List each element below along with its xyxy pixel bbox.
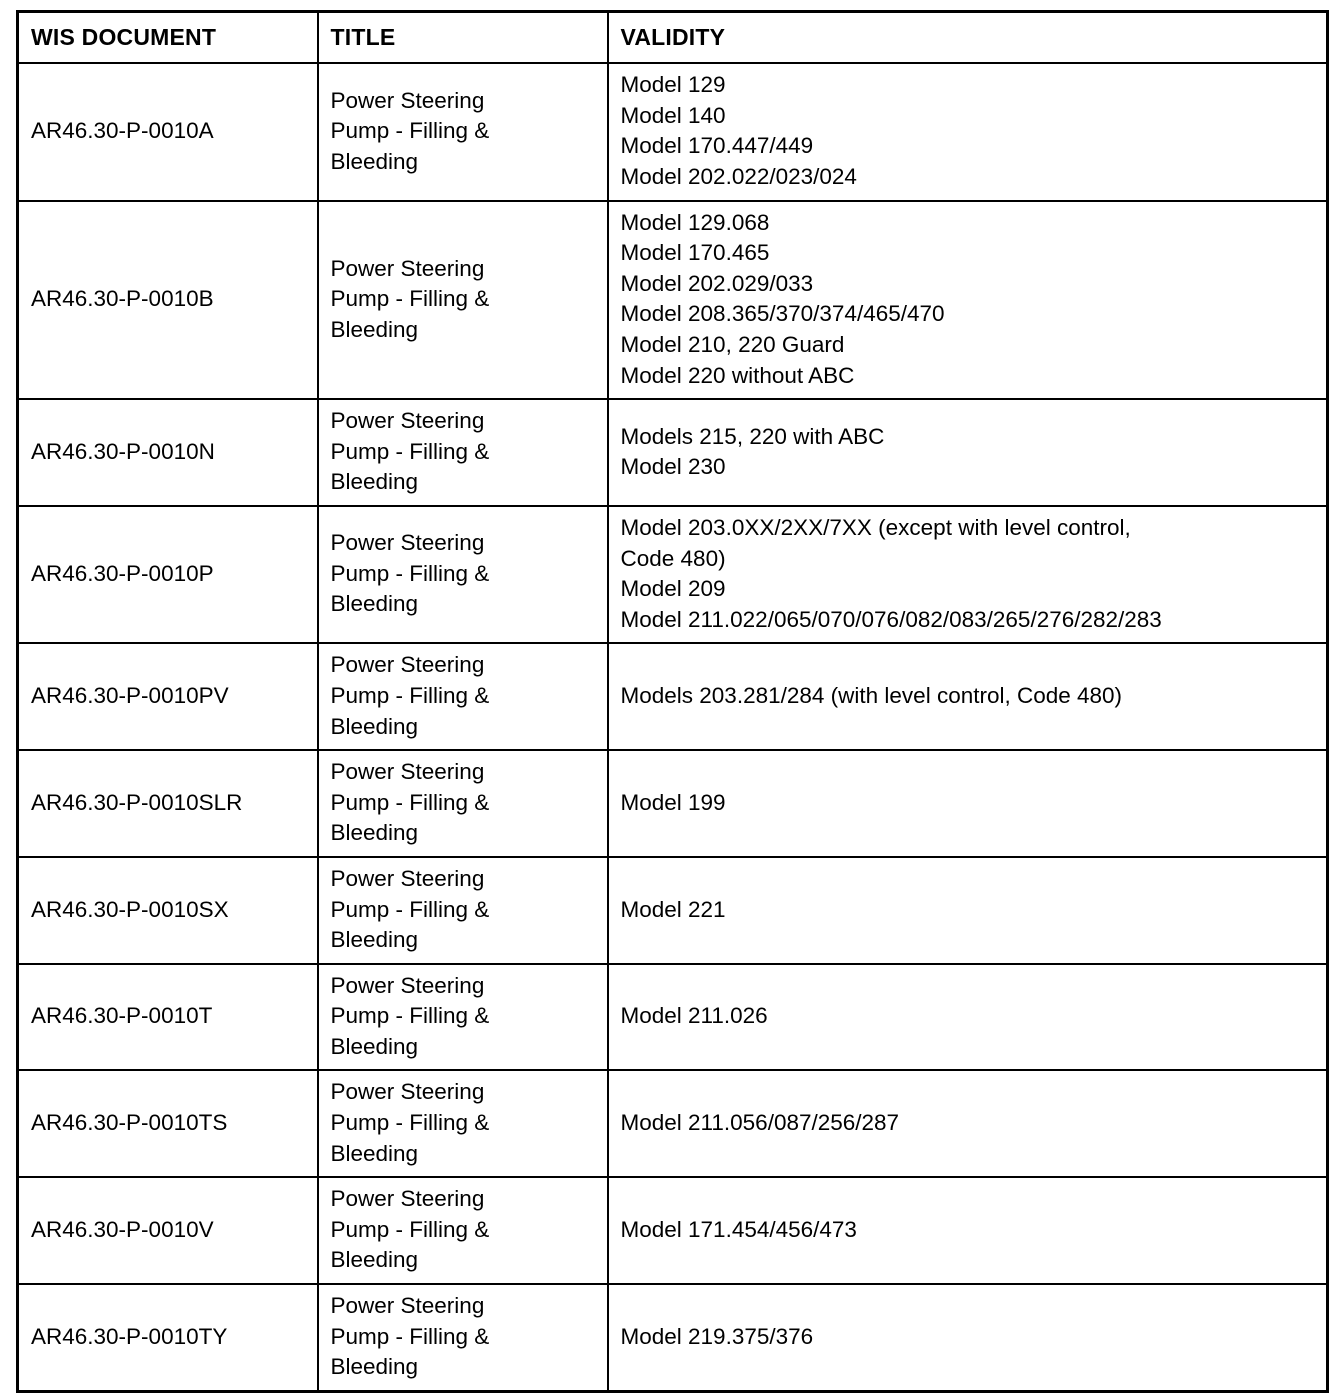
title-line: Power Steering — [330, 255, 485, 281]
column-header-validity: VALIDITY — [608, 12, 1328, 64]
cell-wis-document: AR46.30-P-0010SLR — [18, 750, 318, 857]
title-line: Pump - Filling & — [330, 1003, 490, 1029]
validity-line: Models 215, 220 with ABC — [620, 423, 885, 449]
table-row — [18, 63, 1328, 200]
title-line: Bleeding — [330, 713, 419, 739]
table-row — [18, 750, 1328, 857]
title-line: Bleeding — [330, 1033, 419, 1059]
cell-wis-document: AR46.30-P-0010TY — [18, 1284, 318, 1391]
title-line: Pump - Filling & — [330, 789, 490, 815]
cell-wis-document: AR46.30-P-0010PV — [18, 643, 318, 750]
validity-line: Code 480) — [620, 545, 726, 571]
table-row — [18, 857, 1328, 964]
validity-line: Model 209 — [620, 576, 726, 602]
title-line: Bleeding — [330, 1140, 419, 1166]
cell-wis-document: AR46.30-P-0010P — [18, 506, 318, 643]
title-line: Bleeding — [330, 469, 419, 495]
cell-validity — [608, 643, 1328, 750]
cell-validity — [608, 201, 1328, 400]
title-line: Bleeding — [330, 1247, 419, 1273]
validity-line: Model 230 — [620, 454, 726, 480]
cell-wis-document: AR46.30-P-0010SX — [18, 857, 318, 964]
title-line: Bleeding — [330, 1354, 419, 1380]
validity-line: Model 211.026 — [620, 1003, 768, 1029]
cell-wis-document: AR46.30-P-0010V — [18, 1177, 318, 1284]
validity-line: Model 211.056/087/256/287 — [620, 1110, 900, 1136]
cell-title — [318, 1177, 608, 1284]
validity-line: Model 202.029/033 — [620, 270, 814, 296]
validity-line: Model 199 — [620, 789, 726, 815]
table-header — [18, 12, 1328, 64]
validity-line: Model 171.454/456/473 — [620, 1216, 857, 1242]
validity-line: Model 219.375/376 — [620, 1323, 814, 1349]
table-row — [18, 506, 1328, 643]
cell-validity — [608, 1177, 1328, 1284]
table-row — [18, 964, 1328, 1071]
title-line: Pump - Filling & — [330, 682, 490, 708]
title-line: Pump - Filling & — [330, 1216, 490, 1242]
cell-wis-document: AR46.30-P-0010A — [18, 63, 318, 200]
table-row — [18, 399, 1328, 506]
title-line: Pump - Filling & — [330, 560, 490, 586]
cell-title — [318, 750, 608, 857]
title-line: Bleeding — [330, 591, 419, 617]
validity-line: Model 220 without ABC — [620, 362, 855, 388]
title-line: Pump - Filling & — [330, 1323, 490, 1349]
cell-validity — [608, 63, 1328, 200]
table-row — [18, 201, 1328, 400]
cell-title — [318, 857, 608, 964]
title-line: Bleeding — [330, 148, 419, 174]
cell-wis-document: AR46.30-P-0010T — [18, 964, 318, 1071]
cell-validity — [608, 506, 1328, 643]
title-line: Power Steering — [330, 972, 485, 998]
title-line: Power Steering — [330, 1079, 485, 1105]
wis-document-table — [16, 10, 1329, 1393]
cell-title — [318, 643, 608, 750]
cell-wis-document: AR46.30-P-0010N — [18, 399, 318, 506]
title-line: Power Steering — [330, 530, 485, 556]
table-body — [18, 63, 1328, 1391]
title-line: Pump - Filling & — [330, 896, 490, 922]
validity-line: Model 202.022/023/024 — [620, 164, 857, 190]
cell-title — [318, 1070, 608, 1177]
title-line: Pump - Filling & — [330, 118, 490, 144]
cell-title — [318, 201, 608, 400]
validity-line: Model 129.068 — [620, 209, 770, 235]
title-line: Power Steering — [330, 759, 485, 785]
column-header-wis-document: WIS DOCUMENT — [18, 12, 318, 64]
title-line: Power Steering — [330, 1186, 485, 1212]
cell-title — [318, 964, 608, 1071]
validity-line: Model 129 — [620, 72, 726, 98]
validity-line: Model 203.0XX/2XX/7XX (except with level control, — [620, 514, 1131, 540]
table-row — [18, 1284, 1328, 1391]
column-header-title: TITLE — [318, 12, 608, 64]
title-line: Bleeding — [330, 316, 419, 342]
cell-title — [318, 63, 608, 200]
title-line: Pump - Filling & — [330, 1110, 490, 1136]
cell-validity — [608, 399, 1328, 506]
validity-line: Model 211.022/065/070/076/082/083/265/276/282/283 — [620, 606, 1162, 632]
cell-wis-document: AR46.30-P-0010TS — [18, 1070, 318, 1177]
cell-title — [318, 1284, 608, 1391]
validity-line: Model 210, 220 Guard — [620, 332, 845, 358]
validity-line: Models 203.281/284 (with level control, Code 480) — [620, 682, 1123, 708]
cell-validity — [608, 964, 1328, 1071]
cell-title — [318, 399, 608, 506]
cell-title — [318, 506, 608, 643]
validity-line: Model 170.465 — [620, 240, 770, 266]
title-line: Pump - Filling & — [330, 286, 490, 312]
validity-line: Model 208.365/370/374/465/470 — [620, 301, 945, 327]
table-row — [18, 1070, 1328, 1177]
table-row — [18, 643, 1328, 750]
cell-validity — [608, 857, 1328, 964]
title-line: Power Steering — [330, 87, 485, 113]
title-line: Bleeding — [330, 927, 419, 953]
title-line: Bleeding — [330, 820, 419, 846]
cell-validity — [608, 750, 1328, 857]
title-line: Pump - Filling & — [330, 438, 490, 464]
title-line: Power Steering — [330, 652, 485, 678]
cell-wis-document: AR46.30-P-0010B — [18, 201, 318, 400]
table-row — [18, 1177, 1328, 1284]
cell-validity — [608, 1070, 1328, 1177]
header-row — [18, 12, 1328, 64]
title-line: Power Steering — [330, 865, 485, 891]
cell-validity — [608, 1284, 1328, 1391]
validity-line: Model 140 — [620, 102, 726, 128]
validity-line: Model 221 — [620, 896, 726, 922]
title-line: Power Steering — [330, 408, 485, 434]
title-line: Power Steering — [330, 1293, 485, 1319]
validity-line: Model 170.447/449 — [620, 133, 814, 159]
